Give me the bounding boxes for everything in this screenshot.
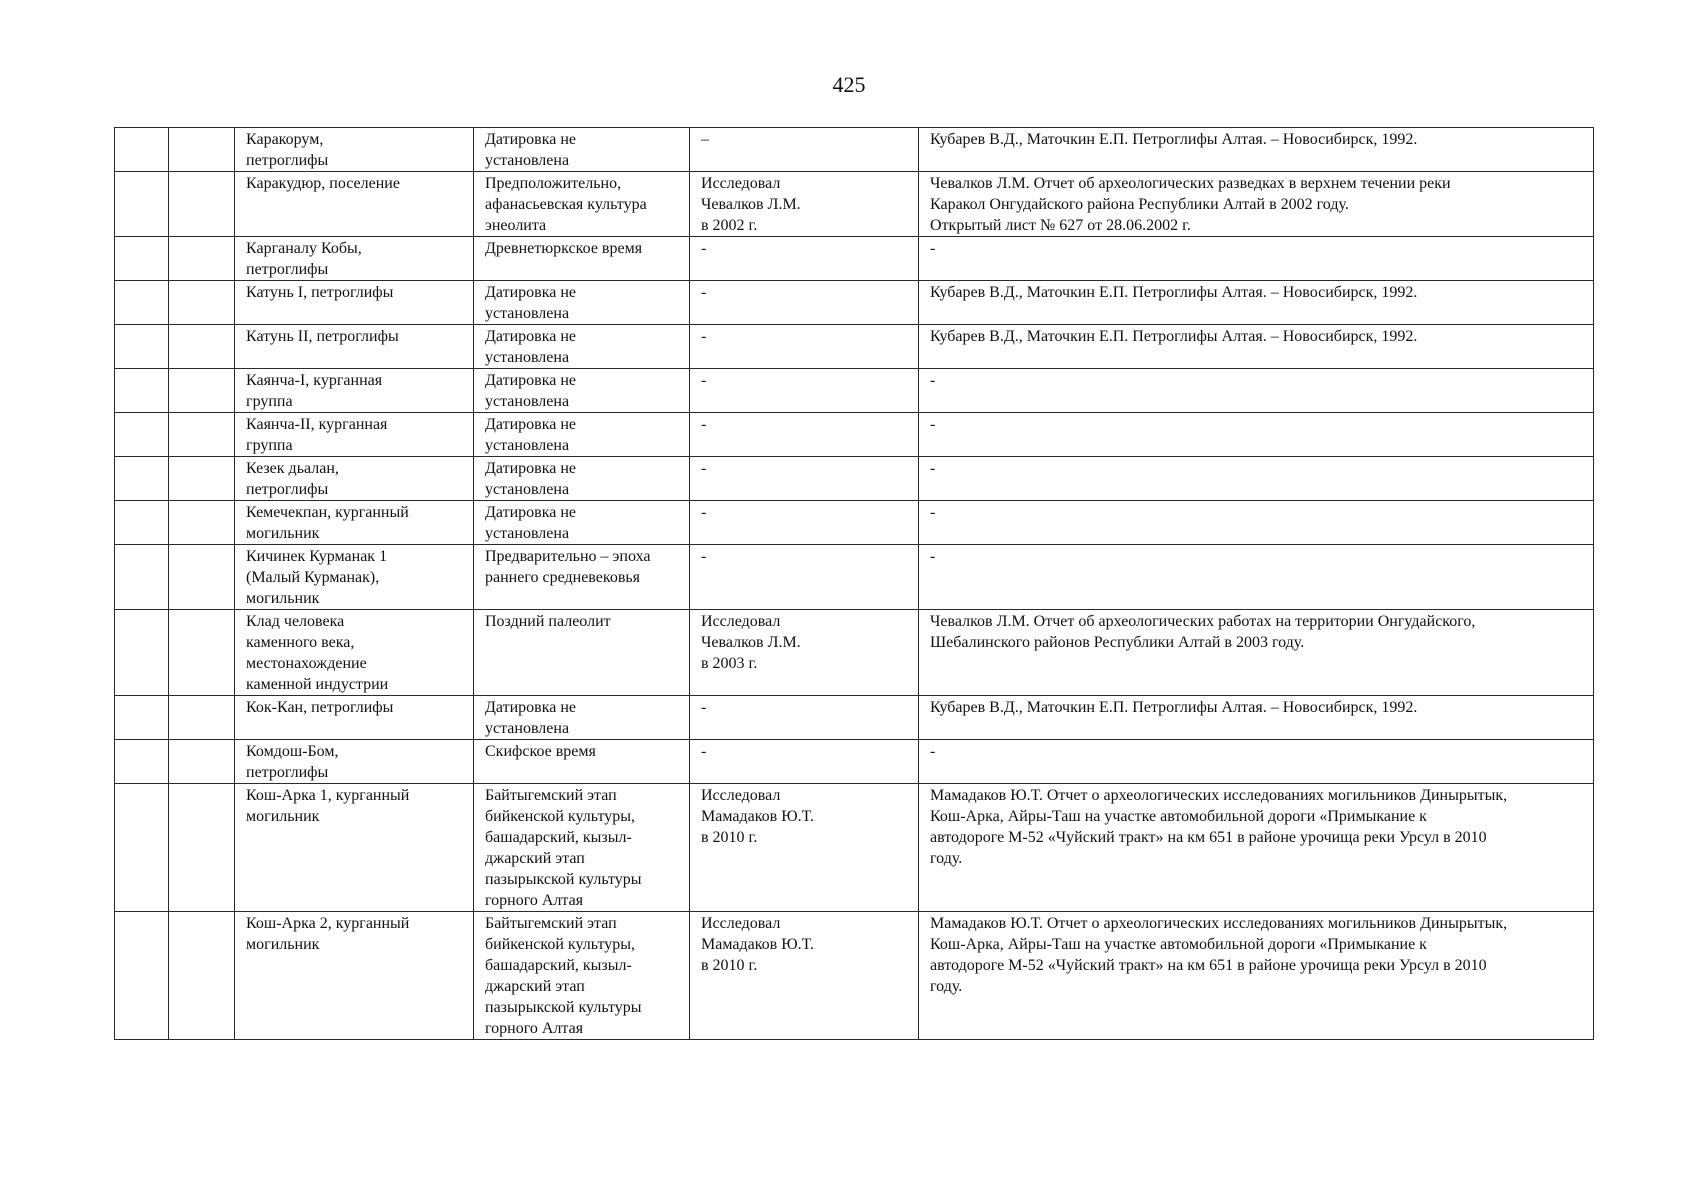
- monument-name-cell: Комдош-Бом, петроглифы: [235, 740, 474, 784]
- row-code-cell: [169, 128, 235, 172]
- row-code-cell: [169, 237, 235, 281]
- research-cell: -: [690, 237, 919, 281]
- monument-name-cell: Каянча-I, курганная группа: [235, 369, 474, 413]
- dating-cell: Байтыгемский этап бийкенской культуры, башадарский, кызыл- джарский этап пазырыкской культуры горного Алтая: [474, 784, 690, 912]
- monument-name-cell: Клад человека каменного века, местонахождение каменной индустрии: [235, 610, 474, 696]
- table-row: [115, 413, 1594, 457]
- row-code-cell: [169, 413, 235, 457]
- dating-cell: Датировка не установлена: [474, 281, 690, 325]
- source-cell: Мамадаков Ю.Т. Отчет о археологических исследованиях могильников Динырытык, Кош-Арка, Айры-Таш на участке автомобильной дороги «Примыкание к автодороге М-52 «Чуйский тракт» на км 651 в районе урочища реки Урсул в 2010 году.: [919, 784, 1594, 912]
- table-row: [115, 281, 1594, 325]
- monuments-table: [114, 127, 1594, 1040]
- row-index-cell: [115, 237, 169, 281]
- row-code-cell: [169, 501, 235, 545]
- table-row: [115, 696, 1594, 740]
- source-cell: Чевалков Л.М. Отчет об археологических работах на территории Онгудайского, Шебалинского районов Республики Алтай в 2003 году.: [919, 610, 1594, 696]
- table-row: [115, 457, 1594, 501]
- monument-name-cell: Каракорум, петроглифы: [235, 128, 474, 172]
- monument-name-cell: Кош-Арка 2, курганный могильник: [235, 912, 474, 1040]
- dating-cell: Предположительно, афанасьевская культура энеолита: [474, 172, 690, 237]
- research-cell: –: [690, 128, 919, 172]
- row-index-cell: [115, 128, 169, 172]
- table-row: [115, 128, 1594, 172]
- row-index-cell: [115, 457, 169, 501]
- row-index-cell: [115, 912, 169, 1040]
- row-index-cell: [115, 545, 169, 610]
- row-index-cell: [115, 325, 169, 369]
- monument-name-cell: Кок-Кан, петроглифы: [235, 696, 474, 740]
- row-index-cell: [115, 784, 169, 912]
- monument-name-cell: Каянча-II, курганная группа: [235, 413, 474, 457]
- source-cell: Кубарев В.Д., Маточкин Е.П. Петроглифы Алтая. – Новосибирск, 1992.: [919, 128, 1594, 172]
- row-index-cell: [115, 369, 169, 413]
- table-row: [115, 237, 1594, 281]
- row-code-cell: [169, 281, 235, 325]
- table-row: [115, 545, 1594, 610]
- source-cell: Кубарев В.Д., Маточкин Е.П. Петроглифы Алтая. – Новосибирск, 1992.: [919, 325, 1594, 369]
- research-cell: Исследовал Мамадаков Ю.Т. в 2010 г.: [690, 784, 919, 912]
- source-cell: -: [919, 457, 1594, 501]
- research-cell: -: [690, 281, 919, 325]
- table-row: [115, 172, 1594, 237]
- row-code-cell: [169, 457, 235, 501]
- monument-name-cell: Катунь II, петроглифы: [235, 325, 474, 369]
- dating-cell: Датировка не установлена: [474, 325, 690, 369]
- dating-cell: Датировка не установлена: [474, 696, 690, 740]
- table-row: [115, 610, 1594, 696]
- research-cell: -: [690, 457, 919, 501]
- monument-name-cell: Кезек дьалан, петроглифы: [235, 457, 474, 501]
- table-row: [115, 740, 1594, 784]
- row-code-cell: [169, 610, 235, 696]
- source-cell: -: [919, 740, 1594, 784]
- dating-cell: Датировка не установлена: [474, 413, 690, 457]
- source-cell: -: [919, 237, 1594, 281]
- row-code-cell: [169, 325, 235, 369]
- research-cell: -: [690, 413, 919, 457]
- source-cell: -: [919, 369, 1594, 413]
- row-code-cell: [169, 912, 235, 1040]
- row-code-cell: [169, 740, 235, 784]
- monument-name-cell: Кемечекпан, курганный могильник: [235, 501, 474, 545]
- research-cell: -: [690, 545, 919, 610]
- research-cell: -: [690, 369, 919, 413]
- monument-name-cell: Катунь I, петроглифы: [235, 281, 474, 325]
- dating-cell: Предварительно – эпоха раннего средневековья: [474, 545, 690, 610]
- table-row: [115, 501, 1594, 545]
- row-index-cell: [115, 610, 169, 696]
- source-cell: Мамадаков Ю.Т. Отчет о археологических исследованиях могильников Динырытык, Кош-Арка, Айры-Таш на участке автомобильной дороги «Примыкание к автодороге М-52 «Чуйский тракт» на км 651 в районе урочища реки Урсул в 2010 году.: [919, 912, 1594, 1040]
- research-cell: -: [690, 325, 919, 369]
- research-cell: -: [690, 501, 919, 545]
- source-cell: Чевалков Л.М. Отчет об археологических разведках в верхнем течении реки Каракол Онгудайского района Республики Алтай в 2002 году. Открытый лист № 627 от 28.06.2002 г.: [919, 172, 1594, 237]
- row-code-cell: [169, 545, 235, 610]
- research-cell: Исследовал Чевалков Л.М. в 2002 г.: [690, 172, 919, 237]
- research-cell: Исследовал Чевалков Л.М. в 2003 г.: [690, 610, 919, 696]
- row-index-cell: [115, 172, 169, 237]
- research-cell: -: [690, 696, 919, 740]
- research-cell: -: [690, 740, 919, 784]
- row-index-cell: [115, 501, 169, 545]
- dating-cell: Скифское время: [474, 740, 690, 784]
- table-row: [115, 784, 1594, 912]
- row-code-cell: [169, 696, 235, 740]
- dating-cell: Древнетюркское время: [474, 237, 690, 281]
- research-cell: Исследовал Мамадаков Ю.Т. в 2010 г.: [690, 912, 919, 1040]
- source-cell: Кубарев В.Д., Маточкин Е.П. Петроглифы Алтая. – Новосибирск, 1992.: [919, 696, 1594, 740]
- page-number: 425: [832, 72, 866, 97]
- table-row: [115, 325, 1594, 369]
- source-cell: -: [919, 413, 1594, 457]
- dating-cell: Датировка не установлена: [474, 457, 690, 501]
- row-index-cell: [115, 696, 169, 740]
- monument-name-cell: Кош-Арка 1, курганный могильник: [235, 784, 474, 912]
- row-code-cell: [169, 784, 235, 912]
- dating-cell: Датировка не установлена: [474, 128, 690, 172]
- dating-cell: Датировка не установлена: [474, 369, 690, 413]
- dating-cell: Поздний палеолит: [474, 610, 690, 696]
- row-index-cell: [115, 413, 169, 457]
- monument-name-cell: Карганалу Кобы, петроглифы: [235, 237, 474, 281]
- table-row: [115, 912, 1594, 1040]
- source-cell: -: [919, 545, 1594, 610]
- row-index-cell: [115, 740, 169, 784]
- row-code-cell: [169, 369, 235, 413]
- monument-name-cell: Каракудюр, поселение: [235, 172, 474, 237]
- source-cell: Кубарев В.Д., Маточкин Е.П. Петроглифы Алтая. – Новосибирск, 1992.: [919, 281, 1594, 325]
- source-cell: -: [919, 501, 1594, 545]
- dating-cell: Датировка не установлена: [474, 501, 690, 545]
- table-row: [115, 369, 1594, 413]
- monument-name-cell: Кичинек Курманак 1 (Малый Курманак), могильник: [235, 545, 474, 610]
- row-index-cell: [115, 281, 169, 325]
- dating-cell: Байтыгемский этап бийкенской культуры, башадарский, кызыл- джарский этап пазырыкской культуры горного Алтая: [474, 912, 690, 1040]
- row-code-cell: [169, 172, 235, 237]
